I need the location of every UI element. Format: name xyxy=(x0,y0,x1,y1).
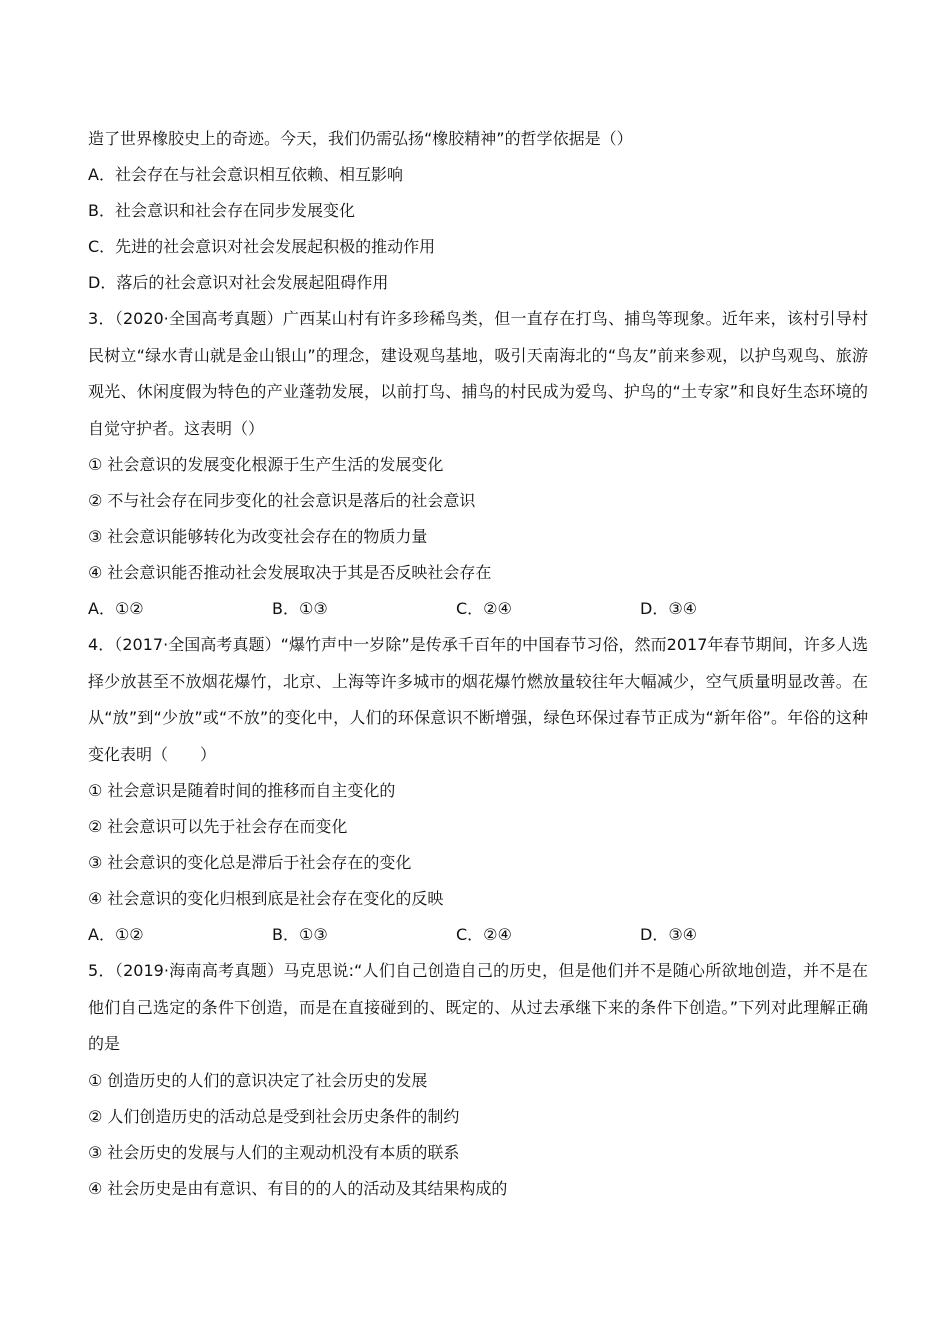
q5-statement-4: ④ 社会历史是由有意识、有目的的人的活动及其结果构成的 xyxy=(88,1178,508,1198)
q4-stem: 4．（2017·全国高考真题）“爆竹声中一岁除”是传承千百年的中国春节习俗，然而2017年春节期间，许多人选择少放甚至不放烟花爆竹，北京、上海等许多城市的烟花爆竹燃放量较往年大幅减少，空气质量明显改善。在从“放”到“少放”或“不放”的变化中，人们的环保意识不断增强，绿色环保过春节正成为“新年俗”。年俗的这种变化表明（ ） xyxy=(88,635,868,764)
q3-statement-4: ④ 社会意识能否推动社会发展取决于其是否反映社会存在 xyxy=(88,563,492,582)
q2-option-b: B．社会意识和社会存在同步发展变化 xyxy=(88,201,355,220)
q2-option-d: D．落后的社会意识对社会发展起阻碍作用 xyxy=(88,273,389,292)
q4-statement-1: ① 社会意识是随着时间的推移而自主变化的 xyxy=(88,781,396,800)
q4-option-a: A．①② xyxy=(88,925,144,944)
q3-option-b: B．①③ xyxy=(272,599,328,618)
q4-statement-2: ② 社会意识可以先于社会存在而变化 xyxy=(88,817,348,836)
q5-statement-2: ② 人们创造历史的活动总是受到社会历史条件的制约 xyxy=(88,1106,460,1126)
q4-option-c: C．②④ xyxy=(456,925,512,944)
q2-option-a: A．社会存在与社会意识相互依赖、相互影响 xyxy=(88,165,403,184)
q3-options xyxy=(88,591,868,627)
q3-stem: 3．（2020·全国高考真题）广西某山村有许多珍稀鸟类，但一直存在打鸟、捕鸟等现象。近年来，该村引导村民树立“绿水青山就是金山银山”的理念，建设观鸟基地，吸引天南海北的“鸟友”前来参观，以护鸟观鸟、旅游观光、休闲度假为特色的产业蓬勃发展，以前打鸟、捕鸟的村民成为爱鸟、护鸟的“土专家”和良好生态环境的自觉守护者。这表明（） xyxy=(88,309,868,438)
q2-stem-tail: 造了世界橡胶史上的奇迹。今天，我们仍需弘扬“橡胶精神”的哲学依据是（） xyxy=(88,129,633,148)
q5-statement-3: ③ 社会历史的发展与人们的主观动机没有本质的联系 xyxy=(88,1142,460,1162)
q3-statement-3: ③ 社会意识能够转化为改变社会存在的物质力量 xyxy=(88,527,428,546)
q4-option-d: D．③④ xyxy=(640,925,698,944)
q4-statement-3: ③ 社会意识的变化总是滞后于社会存在的变化 xyxy=(88,853,412,872)
q4-option-b: B．①③ xyxy=(272,925,328,944)
q4-statement-4: ④ 社会意识的变化归根到底是社会存在变化的反映 xyxy=(88,889,444,908)
q3-statement-1: ① 社会意识的发展变化根源于生产生活的发展变化 xyxy=(88,455,444,474)
q3-option-d: D．③④ xyxy=(640,599,698,618)
q4-options xyxy=(88,917,868,953)
q3-option-c: C．②④ xyxy=(456,599,512,618)
q2-option-c: C．先进的社会意识对社会发展起积极的推动作用 xyxy=(88,237,436,256)
q3-option-a: A．①② xyxy=(88,599,144,618)
q5-stem: 5．（2019·海南高考真题）马克思说:“人们自己创造自己的历史，但是他们并不是随心所欲地创造，并不是在他们自己选定的条件下创造，而是在直接碰到的、既定的、从过去承继下来的条件下创造。”下列对此理解正确的是 xyxy=(88,961,868,1053)
q3-statement-2: ② 不与社会存在同步变化的社会意识是落后的社会意识 xyxy=(88,491,476,510)
document-page xyxy=(88,121,868,1207)
q5-statement-1: ① 创造历史的人们的意识决定了社会历史的发展 xyxy=(88,1070,428,1090)
